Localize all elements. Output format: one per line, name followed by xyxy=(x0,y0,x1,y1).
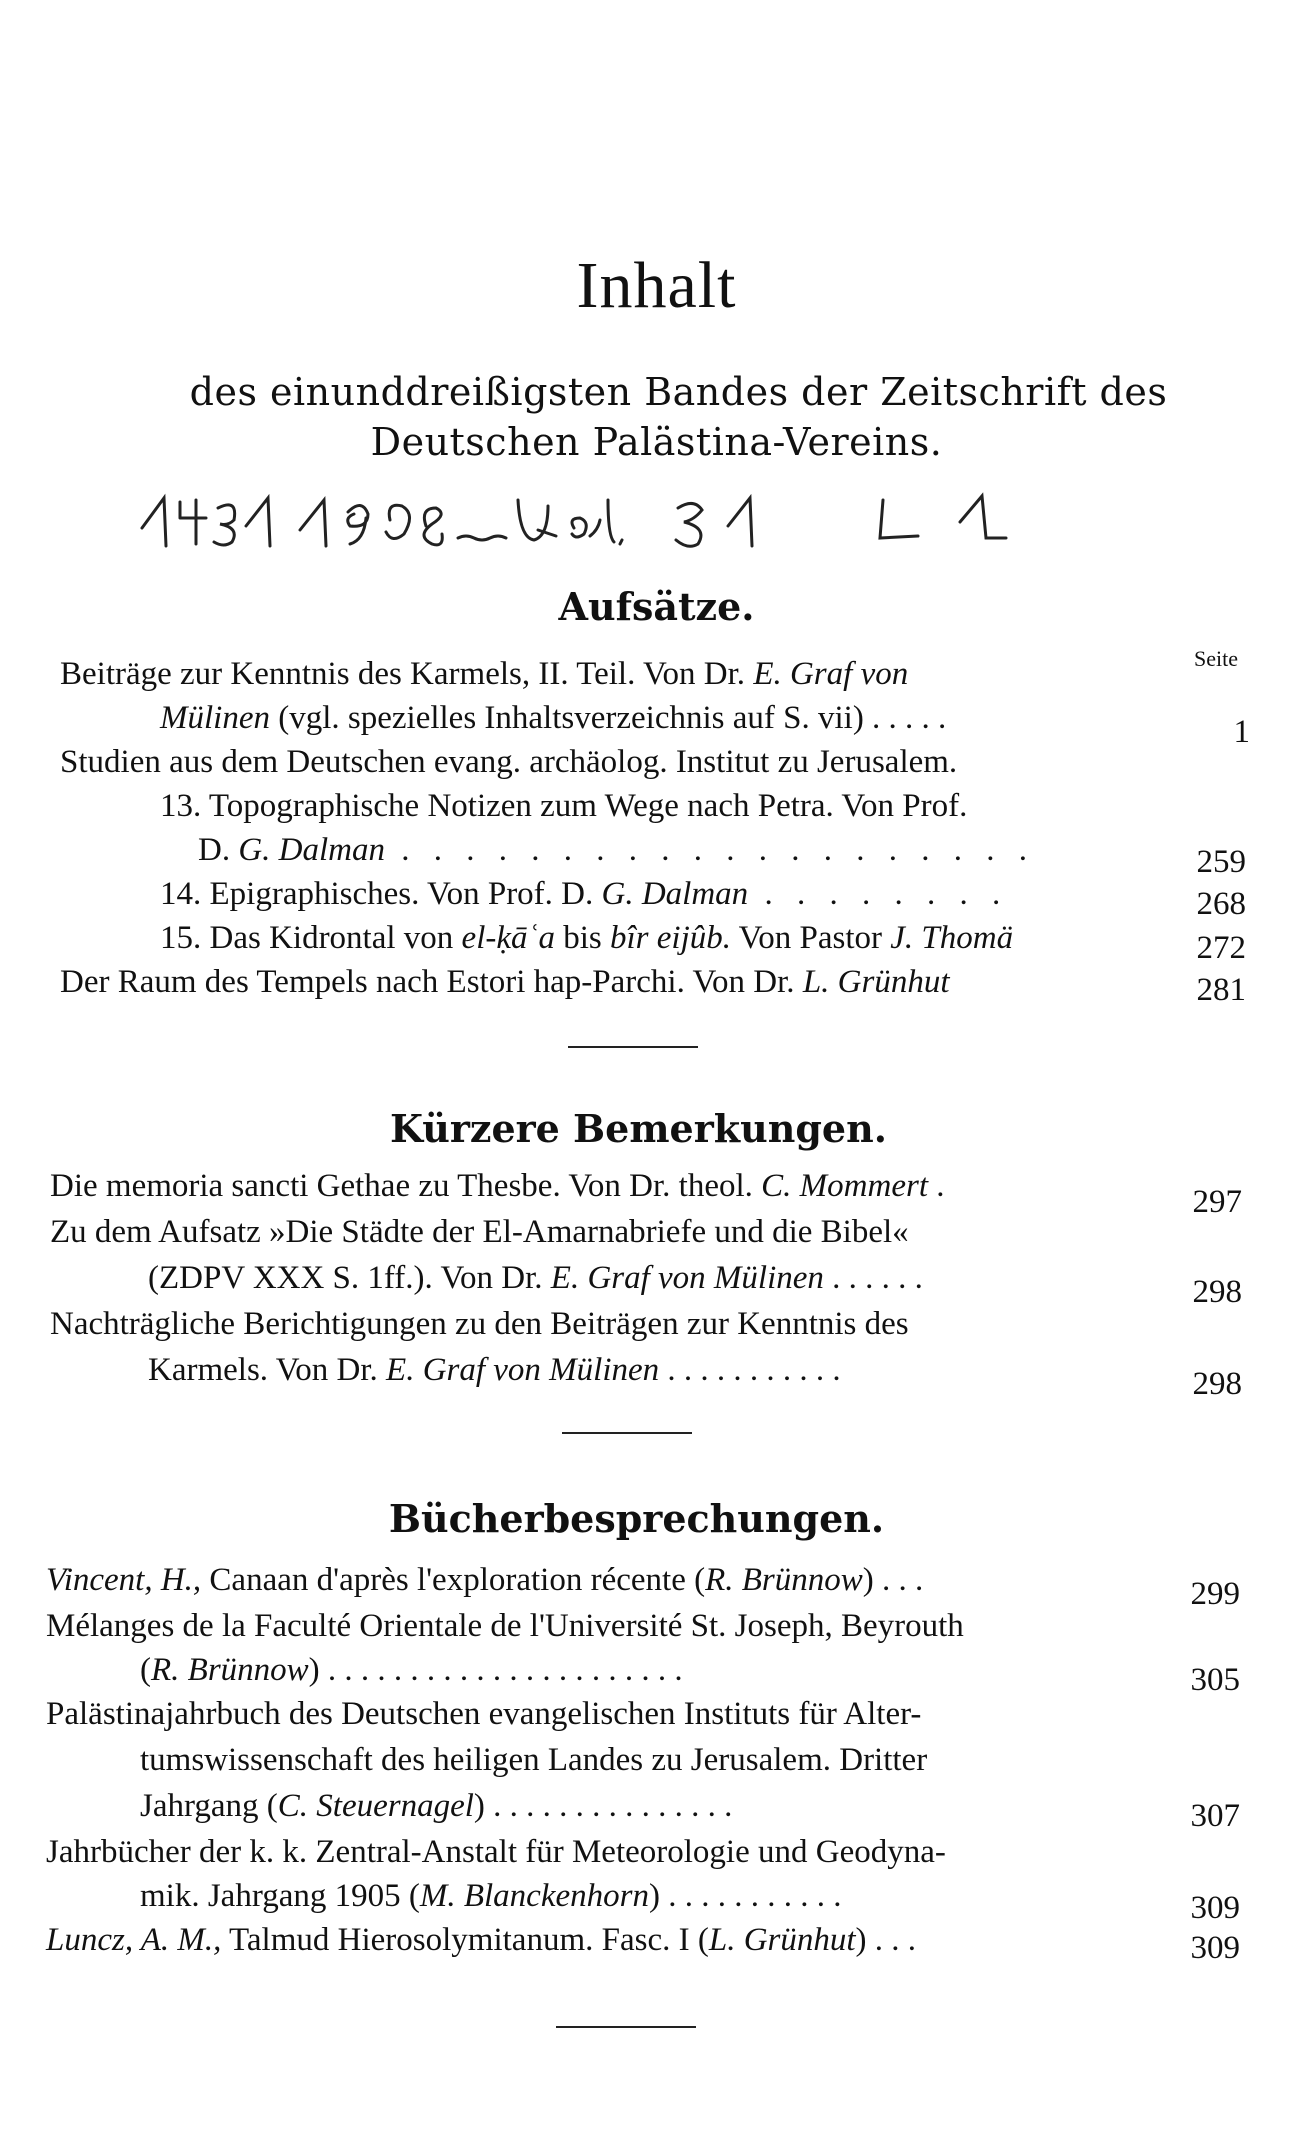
page-title: Inhalt xyxy=(576,249,737,322)
toc-entry: Der Raum des Tempels nach Estori hap-Parchi. Von Dr. L. Grünhut xyxy=(60,964,950,1000)
toc-entry: Nachträgliche Berichtigungen zu den Beiträgen zur Kenntnis des xyxy=(50,1306,909,1342)
section-divider xyxy=(562,1432,692,1434)
toc-entry: 13. Topographische Notizen zum Wege nach Petra. Von Prof. xyxy=(160,788,968,824)
toc-entry: Karmels. Von Dr. E. Graf von Mülinen . . . . . . . . . . . xyxy=(148,1352,841,1388)
page-number: 309 xyxy=(1190,1890,1240,1926)
page-number: 299 xyxy=(1190,1576,1240,1612)
page-number: 281 xyxy=(1196,972,1246,1008)
toc-entry: Studien aus dem Deutschen evang. archäolog. Institut zu Jerusalem. xyxy=(60,744,958,780)
page-number: 305 xyxy=(1190,1662,1240,1698)
toc-entry: Luncz, A. M., Talmud Hierosolymitanum. Fasc. I (L. Grünhut) . . . xyxy=(46,1922,917,1958)
section-heading-buecher: Bücherbesprechungen. xyxy=(388,1496,885,1541)
page-number: 307 xyxy=(1190,1798,1240,1834)
toc-entry: Mélanges de la Faculté Orientale de l'Université St. Joseph, Beyrouth xyxy=(46,1608,964,1644)
page-number: 272 xyxy=(1196,930,1246,966)
toc-entry: Palästinajahrbuch des Deutschen evangelischen Instituts für Alter- xyxy=(46,1696,922,1732)
seite-label: Seite xyxy=(1194,646,1238,671)
subtitle-line-2: Deutschen Palästina-Vereins. xyxy=(370,420,943,464)
section-divider xyxy=(568,1046,698,1048)
toc-entry: Zu dem Aufsatz »Die Städte der El-Amarnabriefe und die Bibel« xyxy=(50,1214,909,1250)
subtitle-line-1: des einunddreißigsten Bandes der Zeitschrift des xyxy=(189,370,1168,414)
page-number: 268 xyxy=(1196,886,1246,922)
section-heading-aufsaetze: Aufsätze. xyxy=(558,584,755,629)
toc-entry: Mülinen (vgl. spezielles Inhaltsverzeichnis auf S. vii) . . . . . xyxy=(160,700,947,736)
toc-entry: D. G. Dalman . . . . . . . . . . . . . . . . . . . . xyxy=(198,832,1036,868)
toc-entry: Vincent, H., Canaan d'après l'exploration récente (R. Brünnow) . . . xyxy=(46,1562,924,1598)
page-number: 1 xyxy=(1233,714,1250,750)
toc-entry: 14. Epigraphisches. Von Prof. D. G. Dalman . . . . . . . . xyxy=(160,876,1009,912)
section-heading-kuerzere: Kürzere Bemerkungen. xyxy=(390,1106,887,1151)
toc-entry: (ZDPV XXX S. 1ff.). Von Dr. E. Graf von Mülinen . . . . . . xyxy=(148,1260,923,1296)
page-number: 259 xyxy=(1196,844,1246,880)
toc-entry: Beiträge zur Kenntnis des Karmels, II. Teil. Von Dr. E. Graf von xyxy=(60,656,909,692)
toc-entry: (R. Brünnow) . . . . . . . . . . . . . . . . . . . . . . xyxy=(140,1652,683,1688)
toc-entry: mik. Jahrgang 1905 (M. Blanckenhorn) . . . . . . . . . . . xyxy=(140,1878,842,1914)
toc-entry: tumswissenschaft des heiligen Landes zu Jerusalem. Dritter xyxy=(140,1742,928,1778)
toc-entry: Jahrgang (C. Steuernagel) . . . . . . . . . . . . . . . xyxy=(140,1788,733,1824)
section-divider xyxy=(556,2026,696,2028)
page-number: 298 xyxy=(1192,1274,1242,1310)
toc-entry: Die memoria sancti Gethae zu Thesbe. Von Dr. theol. C. Mommert . xyxy=(50,1168,945,1204)
page-number: 298 xyxy=(1192,1366,1242,1402)
toc-entry: Jahrbücher der k. k. Zentral-Anstalt für Meteorologie und Geodyna- xyxy=(46,1834,946,1870)
handwritten-note xyxy=(128,478,1208,558)
page-number: 309 xyxy=(1190,1930,1240,1966)
toc-entry: 15. Das Kidrontal von el-ḳāʿa bis bîr eijûb. Von Pastor J. Thomä xyxy=(160,920,1014,956)
page-number: 297 xyxy=(1192,1184,1242,1220)
